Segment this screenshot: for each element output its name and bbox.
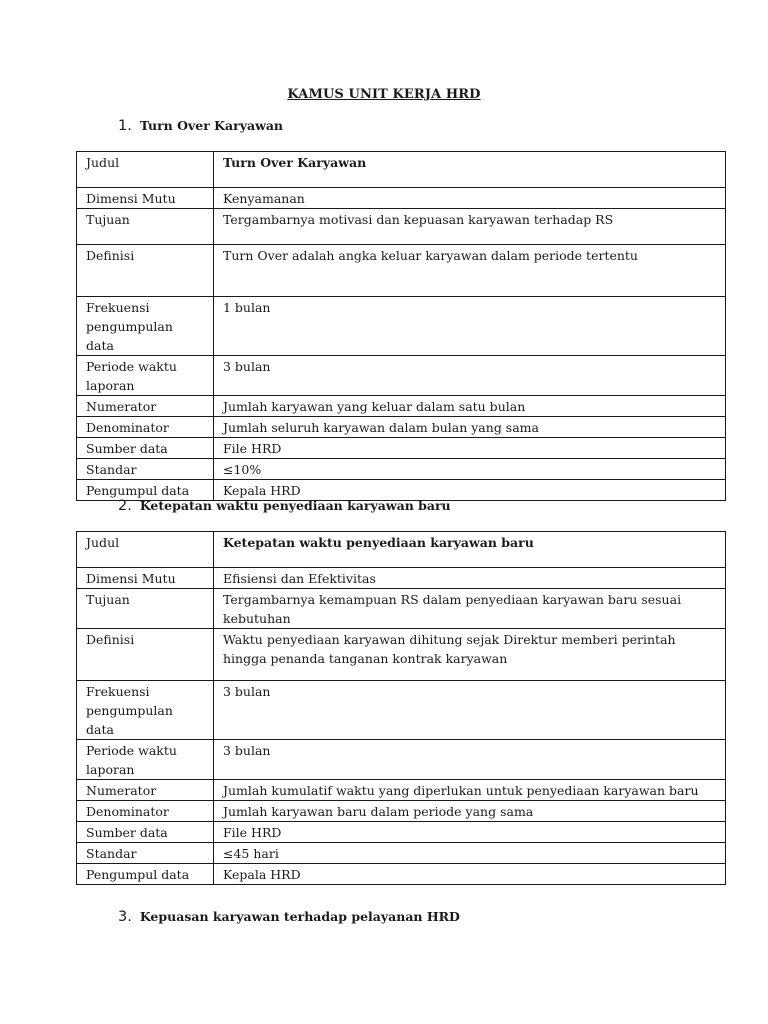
row-label: Frekuensi pengumpulan data [77,681,214,740]
table-row [77,438,726,459]
table-row [77,209,726,245]
row-label: Dimensi Mutu [77,568,214,589]
table-row [77,801,726,822]
row-value: Turn Over Karyawan [214,152,726,188]
row-label: Definisi [77,629,214,681]
table-row [77,864,726,885]
section-1-heading [118,118,283,134]
table-row [77,532,726,568]
row-label: Standar [77,843,214,864]
row-label: Sumber data [77,438,214,459]
section-3-heading [118,909,460,925]
section-title: Ketepatan waktu penyediaan karyawan baru [139,498,451,513]
table-row [77,681,726,740]
section-number: 1. [118,118,132,134]
row-label: Sumber data [77,822,214,843]
indicator-table-2 [76,531,726,885]
section-2-heading [118,498,451,514]
row-value: 1 bulan [214,297,726,356]
table-row [77,245,726,297]
row-label: Numerator [77,396,214,417]
table-row [77,297,726,356]
row-value: Jumlah karyawan yang keluar dalam satu bulan [214,396,726,417]
table-row [77,568,726,589]
row-value: 3 bulan [214,681,726,740]
row-value: Ketepatan waktu penyediaan karyawan baru [214,532,726,568]
row-value: Kepala HRD [214,480,726,501]
row-label: Judul [77,532,214,568]
row-label: Numerator [77,780,214,801]
section-title: Turn Over Karyawan [139,118,284,133]
row-value: 3 bulan [214,740,726,780]
row-label: Denominator [77,417,214,438]
table-row [77,396,726,417]
row-label: Pengumpul data [77,480,214,501]
row-value: Turn Over adalah angka keluar karyawan dalam periode tertentu [214,245,726,297]
row-label: Tujuan [77,209,214,245]
row-value: Jumlah karyawan baru dalam periode yang sama [214,801,726,822]
row-label: Pengumpul data [77,864,214,885]
table-row [77,417,726,438]
row-label: Denominator [77,801,214,822]
row-value: File HRD [214,438,726,459]
row-label: Dimensi Mutu [77,188,214,209]
indicator-table-1 [76,151,726,501]
table-row [77,188,726,209]
row-value: File HRD [214,822,726,843]
table-row [77,589,726,629]
row-value: Kepala HRD [214,864,726,885]
section-number: 2. [118,498,132,514]
row-label: Standar [77,459,214,480]
table-row [77,356,726,396]
table-row [77,822,726,843]
section-number: 3. [118,909,132,925]
row-label: Periode waktu laporan [77,740,214,780]
row-value: Tergambarnya kemampuan RS dalam penyediaan karyawan baru sesuai kebutuhan [214,589,726,629]
row-value: ≤45 hari [214,843,726,864]
row-label: Tujuan [77,589,214,629]
row-value: Jumlah kumulatif waktu yang diperlukan untuk penyediaan karyawan baru [214,780,726,801]
row-label: Definisi [77,245,214,297]
row-value: Efisiensi dan Efektivitas [214,568,726,589]
table-row [77,843,726,864]
row-label: Frekuensi pengumpulan data [77,297,214,356]
row-value: Kenyamanan [214,188,726,209]
row-label: Judul [77,152,214,188]
table-row [77,152,726,188]
row-value: 3 bulan [214,356,726,396]
table-row [77,740,726,780]
table-row [77,459,726,480]
table-row [77,780,726,801]
section-title: Kepuasan karyawan terhadap pelayanan HRD [139,909,460,924]
row-value: Waktu penyediaan karyawan dihitung sejak Direktur memberi perintah hingga penanda tanganan kontrak karyawan [214,629,726,681]
row-value: ≤10% [214,459,726,480]
table-row [77,629,726,681]
document-title: KAMUS UNIT KERJA HRD [287,87,481,102]
row-value: Tergambarnya motivasi dan kepuasan karyawan terhadap RS [214,209,726,245]
row-label: Periode waktu laporan [77,356,214,396]
row-value: Jumlah seluruh karyawan dalam bulan yang sama [214,417,726,438]
